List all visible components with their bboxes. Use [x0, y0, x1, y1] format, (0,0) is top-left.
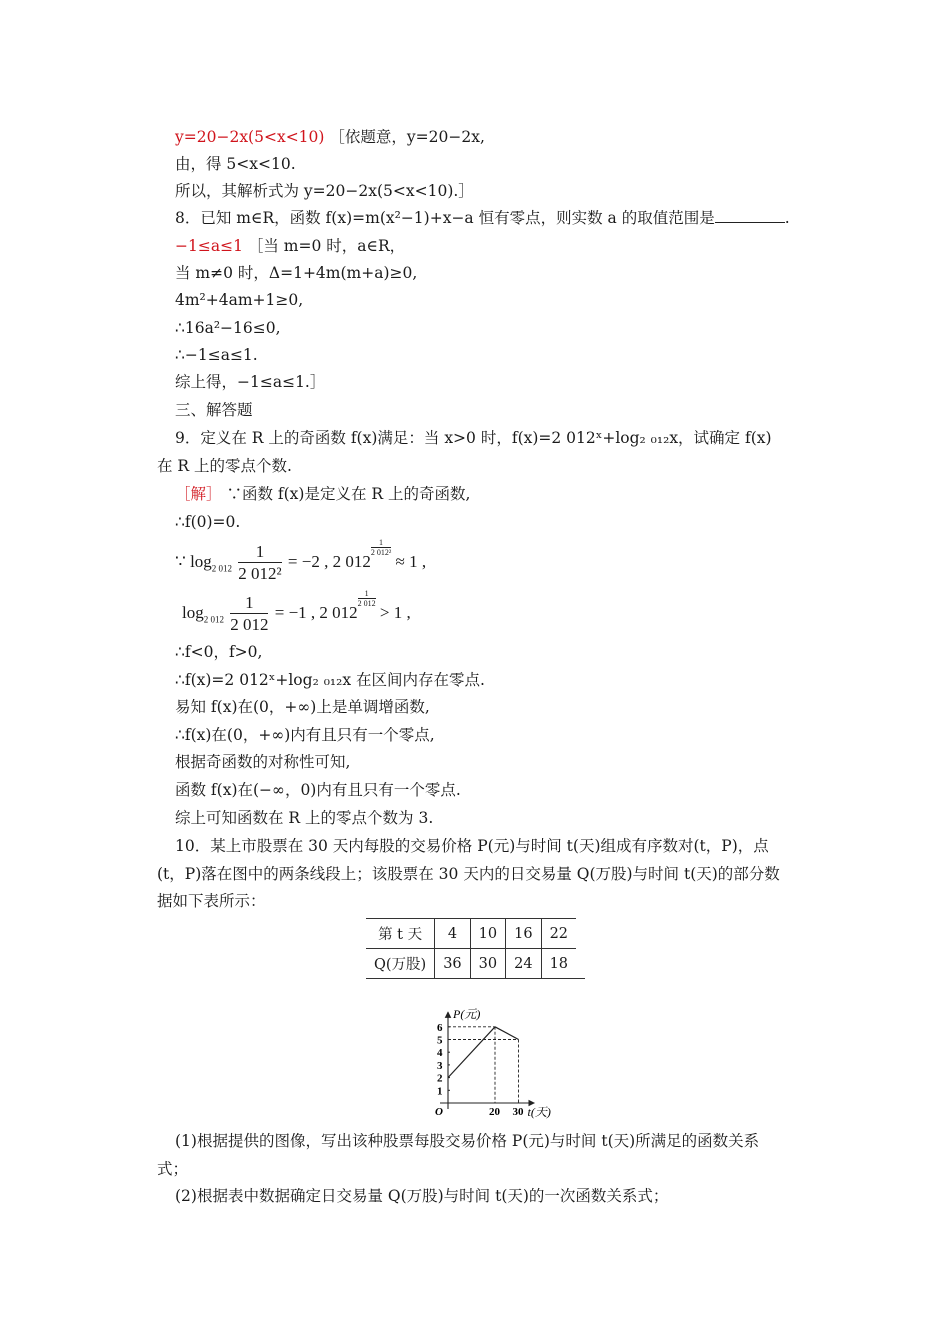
q9-solution-text: ∵函数 f(x)是定义在 R 上的奇函数, [226, 485, 471, 503]
x-tick-label: 20 [489, 1106, 500, 1118]
question-8-text: 8．已知 m∈R，函数 f(x)=m(x²−1)+x−a 恒有零点，则实数 a 的取值范围是 [175, 209, 715, 227]
question-10-line1: 10．某上市股票在 30 天内每股的交易价格 P(元)与时间 t(天)组成有序数对(t，P)，点 [175, 837, 769, 855]
q8-solution-line: 当 m≠0 时，Δ=1+4m(m+a)≥0, [175, 264, 418, 282]
fraction [238, 542, 281, 585]
solution-marker: ［解］ [175, 485, 222, 503]
numerator: 1 [230, 593, 268, 614]
q9-math-line-2 [182, 589, 411, 636]
solution-text: ［依题意，y=20−2x, [329, 128, 485, 146]
question-9-line1: 9．定义在 R 上的奇函数 f(x)满足：当 x>0 时，f(x)=2 012ˣ+log₂ ₀₁₂x，试确定 f(x) [175, 429, 772, 447]
q9-solution-line: 函数 f(x)在(−∞，0)内有且只有一个零点. [175, 781, 461, 799]
solution-line: 由，得 5<x<10. [175, 155, 296, 173]
exponent-fraction: $\frac{1}{\text{2 012²}}$ [370, 538, 392, 557]
numerator: 1 [238, 542, 281, 563]
q9-solution-line: 根据奇函数的对称性可知, [175, 753, 351, 771]
table-cell: 4 [435, 919, 470, 949]
q9-solution-intro [175, 484, 470, 504]
q10-part2: (2)根据表中数据确定日交易量 Q(万股)与时间 t(天)的一次函数关系式； [175, 1187, 669, 1205]
table-cell: 30 [470, 949, 505, 979]
y-tick-label: 5 [437, 1034, 443, 1047]
series-segment [448, 1027, 495, 1078]
period: . [784, 209, 790, 227]
table-cell: Q(万股) [366, 949, 435, 979]
question-8 [175, 208, 790, 228]
q9-math-line-1 [175, 538, 426, 585]
volume-table [366, 918, 576, 979]
x-axis-label: t(天) [527, 1105, 551, 1119]
y-axis-label: P(元) [453, 1007, 481, 1022]
table-cell: 24 [506, 949, 541, 979]
question-10-line2: (t，P)落在图中的两条线段上；该股票在 30 天内的日交易量 Q(万股)与时间 t(天)的部分数 [157, 865, 780, 883]
q8-answer: −1≤a≤1 [175, 237, 243, 255]
q9-solution-line: 综上可知函数在 R 上的零点个数为 3. [175, 809, 434, 827]
log-text: log [182, 603, 204, 622]
table-cell: 第 t 天 [366, 919, 435, 949]
q9-solution-line: ∴f(x)=2 012ˣ+log₂ ₀₁₂x 在区间内存在零点. [175, 671, 485, 689]
q8-solution-line: 综上得，−1≤a≤1.］ [175, 373, 326, 391]
answer-text: y=20−2x(5<x<10) [175, 128, 325, 146]
price-chart [420, 985, 570, 1120]
math-text: = −1 , 2 012 [274, 603, 358, 622]
q9-solution-line: 易知 f(x)在(0，+∞)上是单调增函数, [175, 698, 430, 716]
table-cell: 36 [435, 949, 470, 979]
q9-solution-line: ∴f(0)=0. [175, 513, 241, 531]
q8-solution: ［当 m=0 时，a∈R， [247, 237, 406, 255]
x-tick-label: 30 [512, 1106, 524, 1118]
math-text: > 1 , [379, 603, 411, 622]
q8-solution-line: ∴16a²−16≤0, [175, 319, 281, 337]
question-10-line3: 据如下表所示： [157, 892, 266, 910]
denominator: 2 012² [238, 563, 282, 583]
series-segment [495, 1027, 519, 1040]
denominator: 2 012 [230, 614, 269, 634]
question-9-line2: 在 R 上的零点个数. [157, 457, 292, 475]
y-tick-label: 3 [437, 1059, 443, 1072]
math-text: ≈ 1 , [395, 552, 427, 571]
q8-answer-line [175, 236, 405, 256]
solution-line: 所以，其解析式为 y=20−2x(5<x<10).］ [175, 182, 474, 200]
table-cell: 22 [541, 919, 576, 949]
section-heading: 三、解答题 [175, 401, 253, 419]
log-base: 2 012 [203, 614, 224, 625]
q9-solution-line: ∴f(x)在(0，+∞)内有且只有一个零点, [175, 726, 435, 744]
exponent-fraction: $\frac{1}{2 012}$ [357, 589, 376, 608]
origin-label: O [435, 1106, 443, 1118]
table-cell: 16 [506, 919, 541, 949]
y-tick-label: 6 [437, 1021, 443, 1034]
q10-part1-line2: 式； [157, 1160, 189, 1178]
table-cell: 10 [470, 919, 505, 949]
log-text: ∵ log [175, 552, 212, 571]
answer-blank [715, 208, 785, 223]
q10-part1-line1: (1)根据提供的图像，写出该种股票每股交易价格 P(元)与时间 t(天)所满足的函数关系 [175, 1132, 760, 1150]
q9-solution-line: ∴f<0，f>0, [175, 643, 263, 661]
answer-line-7 [175, 127, 485, 147]
table-cell: 18 [541, 949, 576, 979]
table-rule [570, 978, 585, 979]
table-rule [366, 978, 418, 979]
fraction [230, 593, 268, 636]
log-base: 2 012 [211, 563, 233, 574]
math-text: = −2 , 2 012 [287, 552, 371, 571]
y-tick-label: 4 [437, 1047, 443, 1060]
y-tick-label: 2 [437, 1072, 443, 1085]
table-header-row [366, 919, 576, 949]
table-row [366, 949, 576, 979]
y-tick-label: 1 [437, 1085, 443, 1098]
q8-solution-line: 4m²+4am+1≥0, [175, 291, 304, 309]
q8-solution-line: ∴−1≤a≤1. [175, 346, 258, 364]
